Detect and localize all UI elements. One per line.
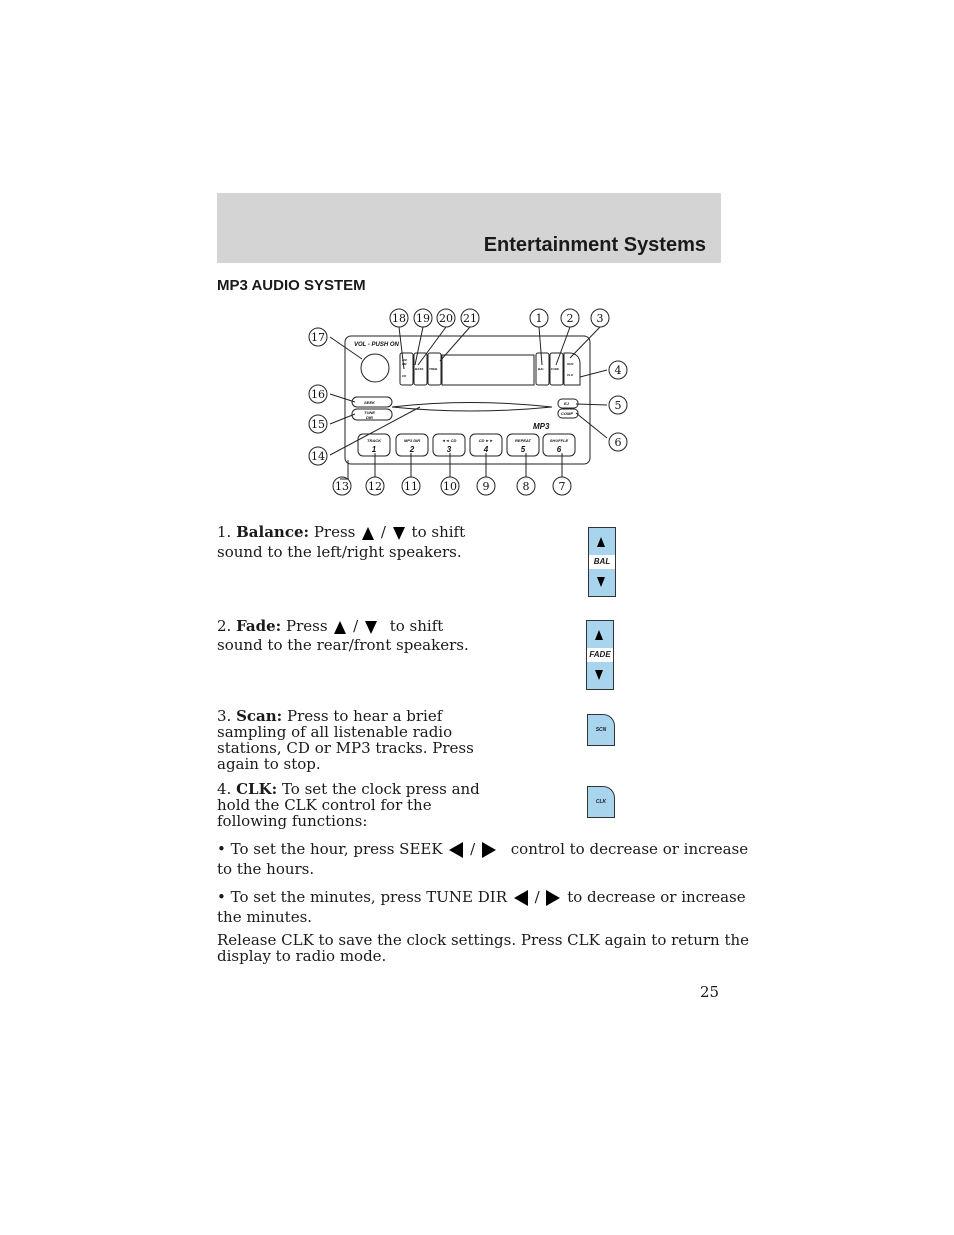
item-name: Scan: [236,707,283,725]
bullet-text: • To set the hour, press SEEK [217,840,443,858]
separator: / [534,888,540,906]
comp-label: COMP [561,411,573,416]
item-text: to shift [411,523,466,541]
preset-3-number: 3 [446,445,452,454]
item-text-line2: sound to the left/right speakers. [217,543,462,561]
callout-16: 16 [311,388,325,401]
item-name: CLK: [236,780,278,798]
item-number: 2. [217,617,232,635]
bal-key-illustration [588,527,616,597]
callout-15: 15 [311,418,325,431]
right-arrow-icon [546,890,560,906]
page-number: 25 [700,983,720,1001]
callout-5: 5 [614,399,622,412]
section-heading: MP3 AUDIO SYSTEM [217,277,366,294]
preset-2-label: MP3 DIR [403,438,421,443]
up-arrow-icon [362,527,374,540]
preset-5-label: REPEAT [515,438,531,443]
up-arrow-icon [597,537,605,547]
item-text: to shift [389,617,444,635]
down-arrow-icon [597,577,605,587]
left-arrow-icon [514,890,528,906]
callout-6: 6 [614,436,622,449]
bullet-text: to decrease or increase [567,888,746,906]
item-number: 1. [217,523,232,541]
vol-label: VOL - PUSH ON [354,342,399,348]
bullet-set-minutes [217,887,746,927]
release-paragraph [217,932,749,964]
bullet-text: • To set the minutes, press TUNE DIR [217,888,507,906]
item-name: Fade: [236,617,282,635]
callout-7: 7 [558,480,566,493]
clk-label: CLK [567,373,574,377]
callout-18: 18 [392,312,406,325]
item-text: Press to hear a brief [287,707,443,725]
callout-19: 19 [416,312,430,325]
callout-10: 10 [443,480,457,493]
callout-20: 20 [439,312,453,325]
callout-21: 21 [463,312,477,325]
item-text: Press [313,523,356,541]
down-arrow-icon [595,670,603,680]
item-text-line2: sampling of all listenable radio [217,723,453,741]
separator: / [380,523,386,541]
fade-key-illustration [586,620,614,690]
preset-2-number: 2 [409,445,415,454]
tune-label: TUNE [364,410,375,415]
header-band [217,193,721,263]
item-number: 4. [217,780,232,798]
item-text-line2: hold the CLK control for the [217,796,432,814]
bullet-text: control to decrease or increase [510,840,749,858]
separator: / [470,840,476,858]
item-number: 3. [217,707,232,725]
preset-1-label: TRACK [367,438,381,443]
clk-key-illustration: CLK [587,786,615,818]
treb-label: TREB [429,367,438,371]
item-name: Balance: [236,523,310,541]
separator: / [353,617,359,635]
item-text-line4: again to stop. [217,755,321,773]
ej-label: EJ [564,401,569,406]
callout-14: 14 [311,450,325,463]
callout-2: 2 [566,312,574,325]
item-text: To set the clock press and [281,780,480,798]
scn-key-illustration: SCN [587,714,615,746]
item-text-line2: sound to the rear/front speakers. [217,636,469,654]
callout-9: 9 [482,480,490,493]
seek-label: SEEK [364,400,375,405]
mp3-label: MP3 [533,422,550,431]
callout-4: 4 [614,364,622,377]
release-text-line1: Release CLK to save the clock settings. Press CLK again to return the [217,931,750,949]
item-text-line3: following functions: [217,812,368,830]
fade-label: FADE [551,367,560,371]
item-balance [217,524,465,560]
bullet-text-line2: the minutes. [217,908,313,926]
bullet-text-line2: to the hours. [217,860,315,878]
preset-1-number: 1 [371,445,377,454]
fade-key-label: FADE [587,648,613,662]
item-text-line3: stations, CD or MP3 tracks. Press [217,739,474,757]
left-arrow-icon [449,842,463,858]
fm-label: FM [402,362,407,366]
item-text: Press [286,617,328,635]
bal-label: BAL [538,367,545,371]
down-arrow-icon [393,527,405,540]
down-arrow-icon [365,621,377,634]
preset-6-number: 6 [556,445,562,454]
am-label: AM [402,358,407,362]
radio-faceplate-diagram [300,303,640,503]
page-header-title: Entertainment Systems [483,234,706,256]
cd-label: CD [402,374,407,378]
release-text-line2: display to radio mode. [217,947,387,965]
callout-12: 12 [368,480,382,493]
item-clk [217,781,480,829]
callout-8: 8 [522,480,530,493]
callout-11: 11 [404,480,418,493]
callout-17: 17 [311,331,325,344]
dir-label: DIR [366,415,373,420]
callout-1: 1 [535,312,543,325]
item-fade [217,618,469,653]
up-arrow-icon [595,630,603,640]
item-scan [217,708,474,772]
preset-6-label: SHUFFLE [549,438,569,443]
bal-key-label: BAL [589,555,615,569]
preset-4-number: 4 [483,445,489,454]
preset-5-number: 5 [520,445,526,454]
preset-4-label: CD ►► [478,438,494,443]
callout-3: 3 [596,312,604,325]
callout-13: 13 [335,480,349,493]
bass-label: BASS [415,367,424,371]
preset-3-label: ◄◄ CD [441,438,457,443]
scn-label: SCN [567,362,574,366]
up-arrow-icon [334,621,346,634]
bullet-set-hour [217,839,748,879]
right-arrow-icon [482,842,496,858]
